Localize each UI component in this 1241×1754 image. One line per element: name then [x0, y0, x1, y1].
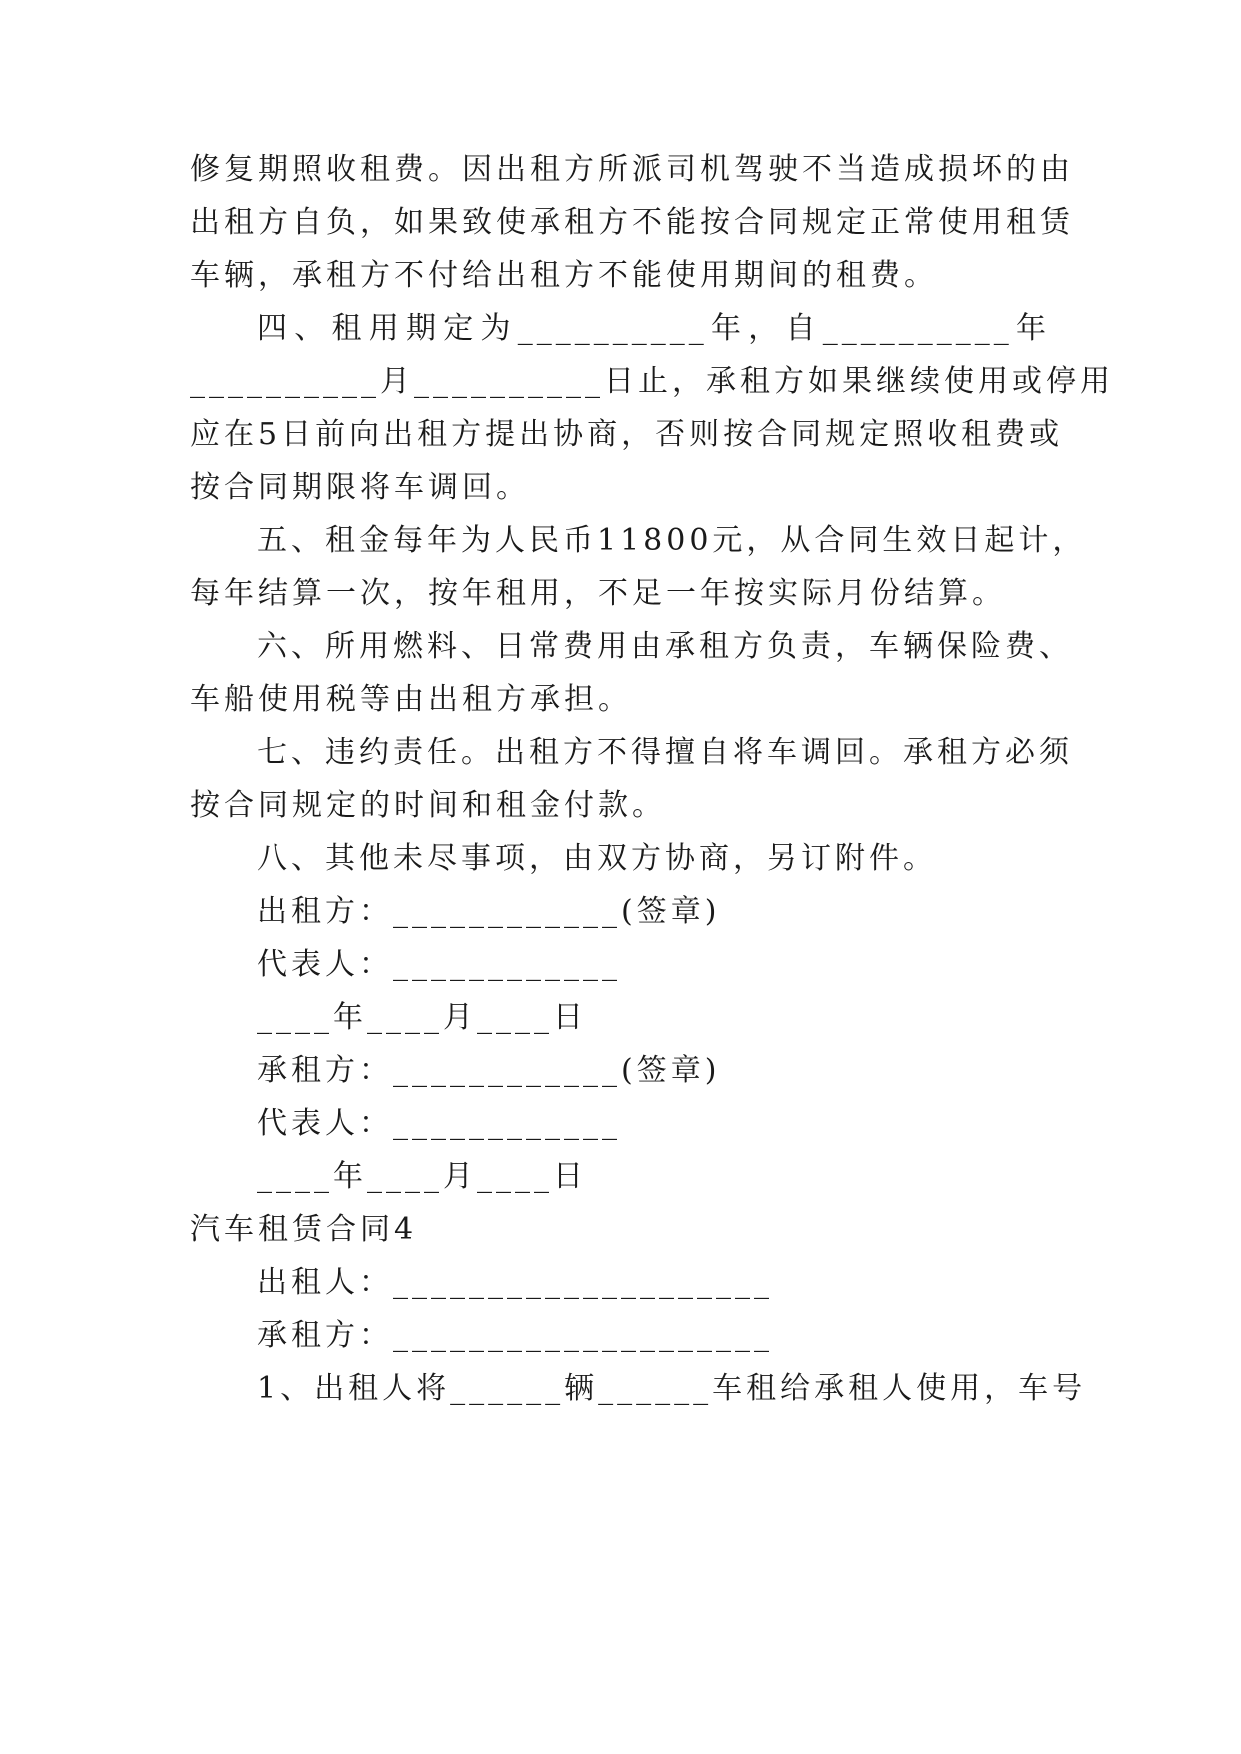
clause-one-line: 1、出租人将______辆______车租给承租人使用，车号 — [257, 1371, 1087, 1406]
lessee-signature-line: 承租方：____________(签章) — [257, 1053, 721, 1088]
paragraph-line: 出租方自负，如果致使承租方不能按合同规定正常使用租赁 — [190, 205, 1074, 240]
lessor-date-line: ____年____月____日 — [257, 1000, 587, 1035]
clause-five-line: 五、租金每年为人民币11800元，从合同生效日起计， — [257, 523, 1087, 558]
paragraph-line: 车船使用税等由出租方承担。 — [190, 682, 632, 717]
paragraph-line: __________月__________日止，承租方如果继续使用或停用 — [190, 364, 1114, 399]
lessor-name-line: 出租人：____________________ — [257, 1265, 773, 1300]
clause-six-line: 六、所用燃料、日常费用由承租方负责，车辆保险费、 — [257, 629, 1073, 664]
lessee-date-line: ____年____月____日 — [257, 1159, 587, 1194]
clause-four-line: 四、租用期定为__________年，自__________年 — [257, 311, 1050, 346]
paragraph-line: 修复期照收租费。因出租方所派司机驾驶不当造成损坏的由 — [190, 152, 1074, 187]
clause-eight-line: 八、其他未尽事项，由双方协商，另订附件。 — [257, 841, 937, 876]
lessee-name-line: 承租方：____________________ — [257, 1318, 773, 1353]
clause-seven-line: 七、违约责任。出租方不得擅自将车调回。承租方必须 — [257, 735, 1073, 770]
paragraph-line: 车辆，承租方不付给出租方不能使用期间的租费。 — [190, 258, 938, 293]
lessor-representative-line: 代表人：____________ — [257, 947, 621, 982]
lessor-signature-line: 出租方：____________(签章) — [257, 894, 721, 929]
lessee-representative-line: 代表人：____________ — [257, 1106, 621, 1141]
contract-title: 汽车租赁合同4 — [190, 1212, 418, 1247]
paragraph-line: 按合同规定的时间和租金付款。 — [190, 788, 666, 823]
paragraph-line: 按合同期限将车调回。 — [190, 470, 530, 505]
paragraph-line: 应在5日前向出租方提出协商，否则按合同规定照收租费或 — [190, 417, 1064, 452]
paragraph-line: 每年结算一次，按年租用，不足一年按实际月份结算。 — [190, 576, 1006, 611]
